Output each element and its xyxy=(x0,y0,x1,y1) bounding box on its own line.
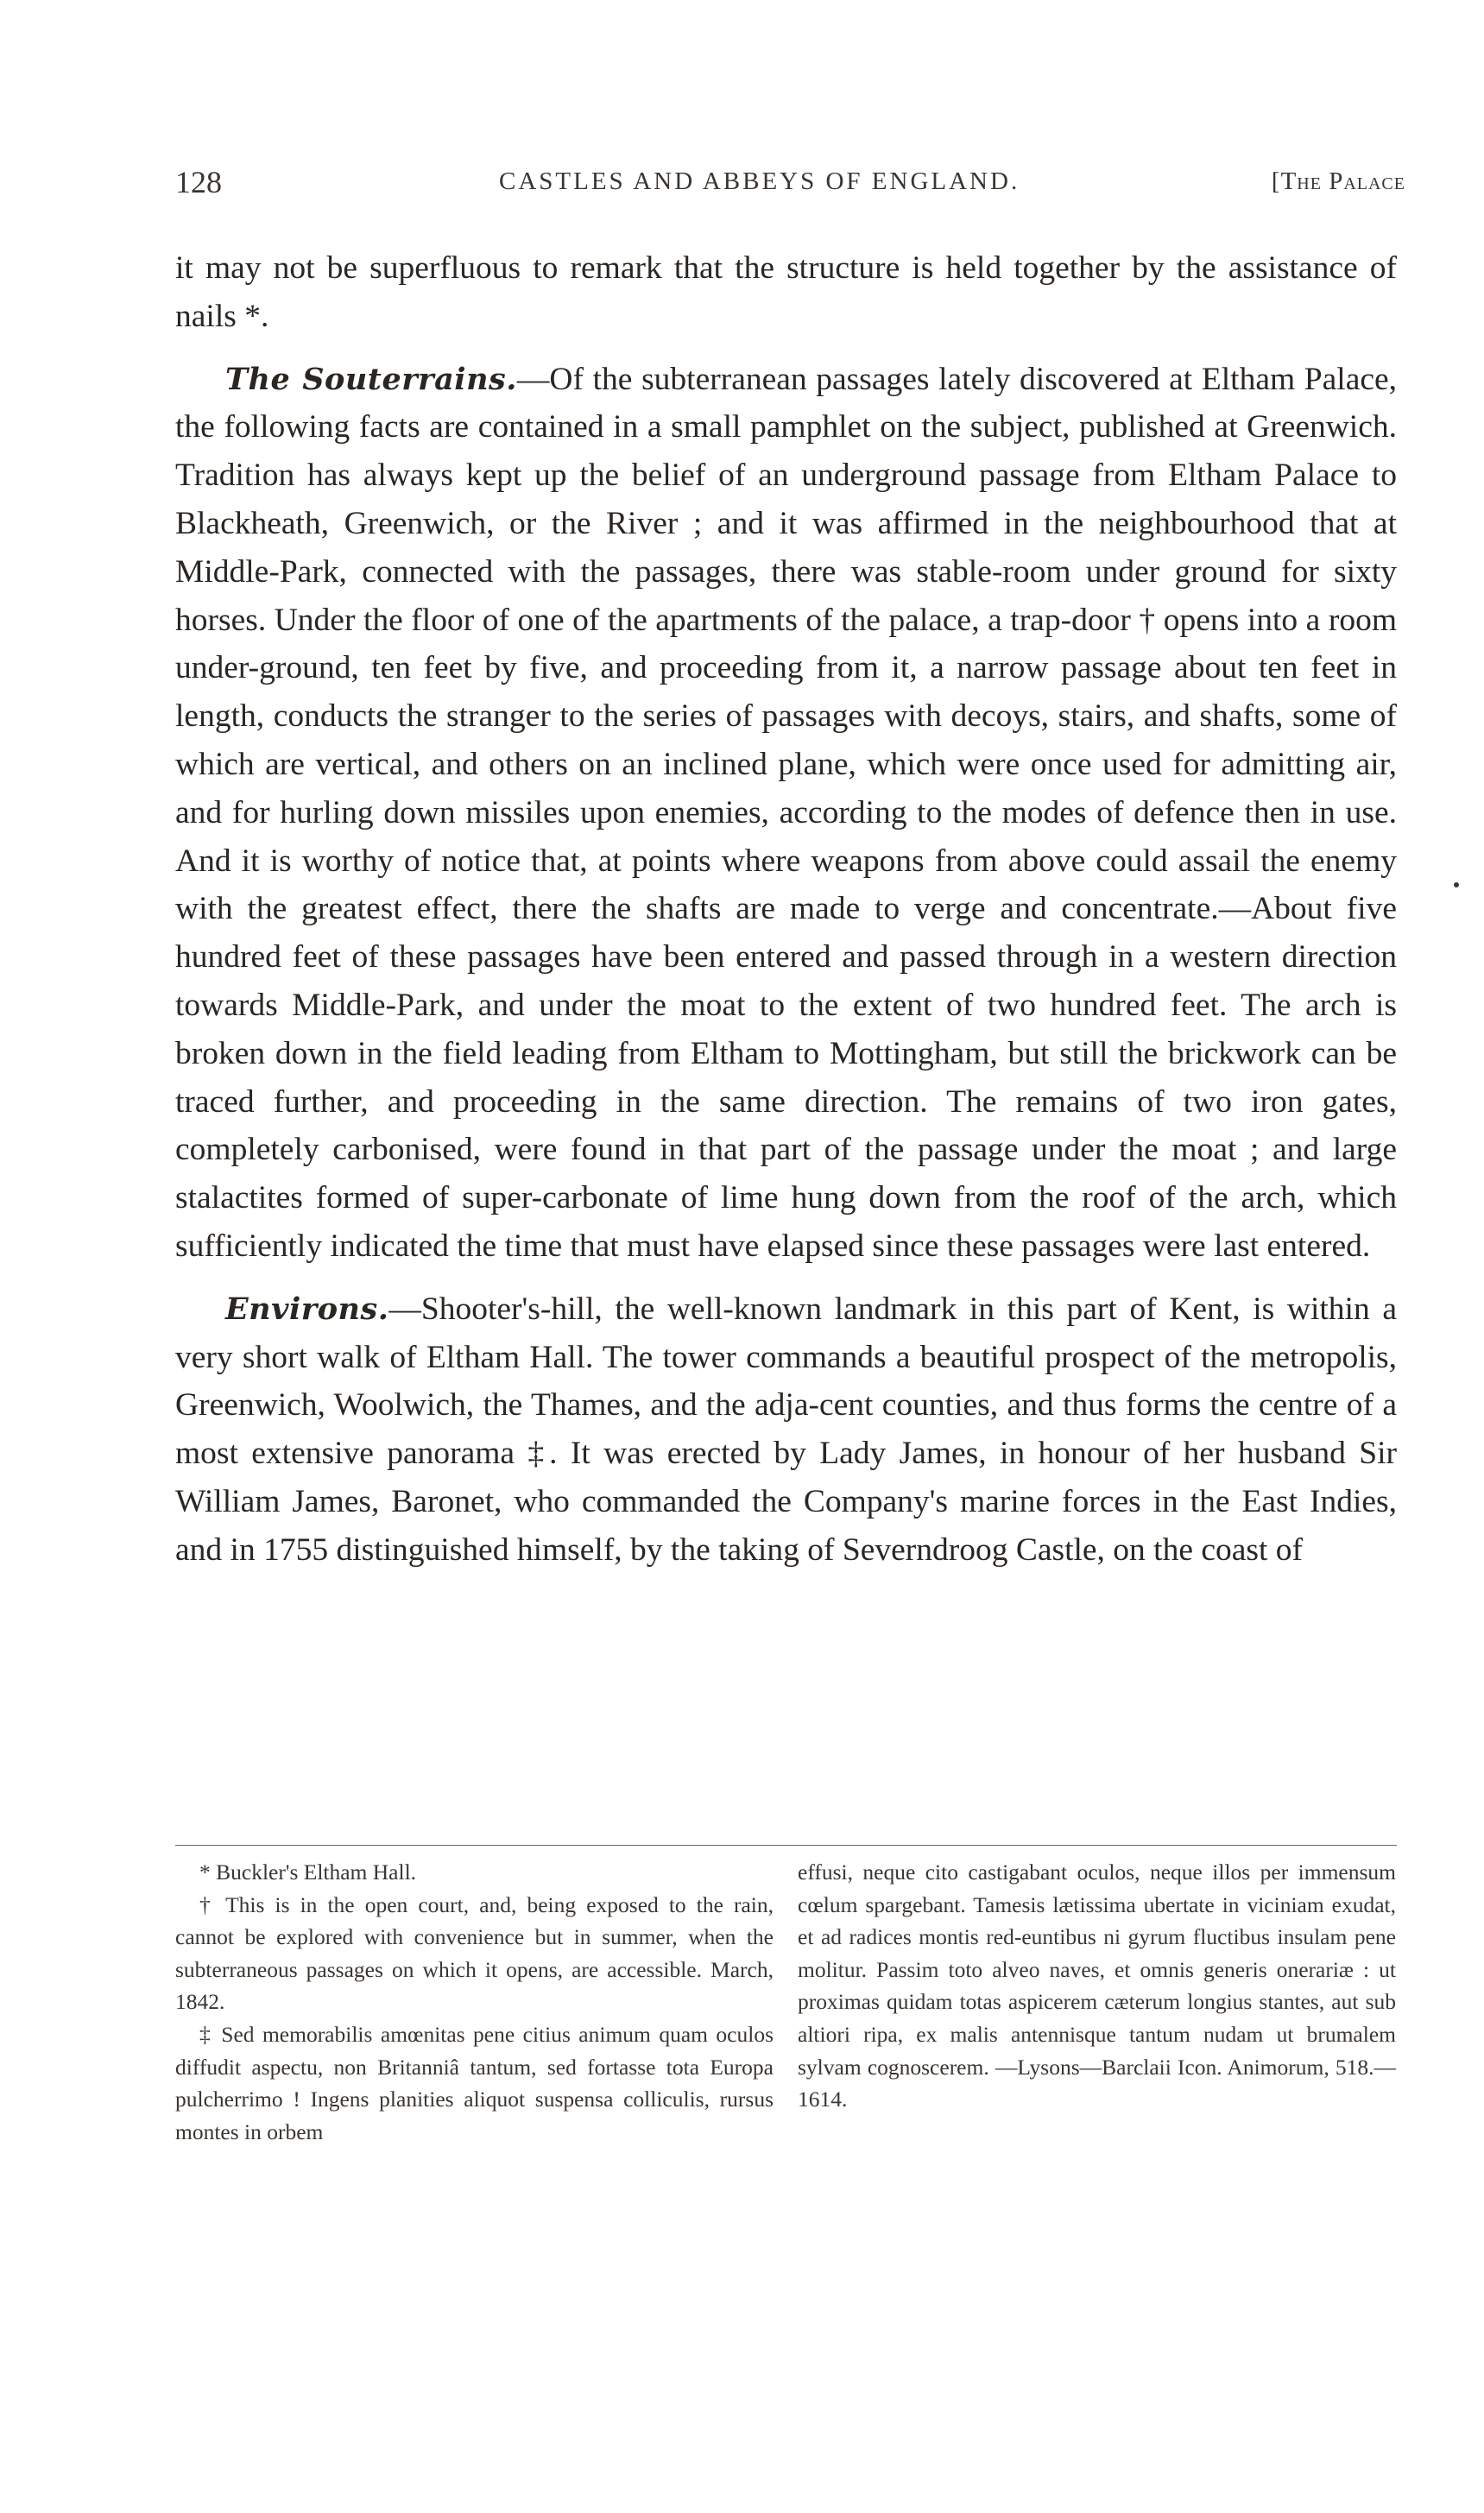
running-title: CASTLES AND ABBEYS OF ENGLAND. xyxy=(499,167,1020,195)
page-number: 128 xyxy=(175,165,222,199)
paragraph-text: it may not be superfluous to remark that the structure is held together by the assistance of nails *. xyxy=(175,250,1397,334)
footnote-divider xyxy=(175,1845,1397,1846)
section-heading-souterrains: The Souterrains. xyxy=(225,361,517,397)
footnote-star: * Buckler's Eltham Hall. xyxy=(199,1859,417,1885)
margin-speck xyxy=(1454,882,1459,887)
section-mark xyxy=(1272,167,1405,196)
footnotes-left-column xyxy=(175,1856,774,2148)
main-text xyxy=(175,244,1397,1575)
footnote-dagger: † This is in the open court, and, being exposed to the rain, cannot be explored with convenience but in summer, when the subterraneous passages on which it opens, are accessible. March, 1842. xyxy=(175,1891,774,2015)
paragraph-text: —Of the subterranean passages lately discovered at Eltham Palace, the following facts are contained in a small pamphlet on the subject, published at Greenwich. Tradition has always kept up the belief of an underground passage from Eltham Palace to Blackheath, Greenwich, or the River ; and it was affirmed in the neighbourhood that at Middle-Park, connected with the passages, there was stable-room under ground for sixty horses. Under the floor of one of the apartments of the palace, a trap-door † opens into a room under-ground, ten feet by five, and proceeding from it, a narrow passage about ten feet in length, conducts the stranger to the series of passages with decoys, stairs, and shafts, some of which are vertical, and others on an inclined plane, which were once used for admitting air, and for hurling down missiles upon enemies, according to the modes of defence then in use. And it is worthy of notice that, at points where weapons from above could assail the enemy with the greatest effect, there the shafts are made to verge and concentrate.—About five hundred feet of these passages have been entered and passed through in a western direction towards Middle-Park, and under the moat to the extent of two hundred feet. The arch is broken down in the field leading from Eltham to Mottingham, but still the brickwork can be traced further, and proceeding in the same direction. The remains of two iron gates, completely carbonised, were found in that part of the passage under the moat ; and large stalactites formed of super-carbonate of lime hung down from the roof of the arch, which sufficiently indicated the time that must have elapsed since these passages were last entered. xyxy=(175,361,1398,1264)
paragraph-text: —Shooter's-hill, the well-known landmark in this part of Kent, is within a very short walk of Eltham Hall. The tower commands a beautiful prospect of the metropolis, Greenwich, Woolwich, the Thames, and the adja-cent counties, and thus forms the centre of a most extensive panorama ‡. It was erected by Lady James, in honour of her husband Sir William James, Baronet, who commanded the Company's marine forces in the East Indies, and in 1755 distinguished himself, by the taking of Severndroog Castle, on the coast of xyxy=(175,1291,1397,1568)
paragraph-continuation xyxy=(175,244,1397,341)
running-header xyxy=(175,164,1405,207)
footnote-double-dagger-continued: effusi, neque cito castigabant oculos, neque illos per immensum cœlum spargebant. Tamesis lætissima ubertate in viciniam exudat, et ad radices montis red-euntibus ni gyrum fluctibus insulam pene molitur. Passim toto alveo naves, et omnis generis onerariæ : ut proximas quidam totas aspicerem cæterum longius stantes, aut sub altiori ripa, ex malis antennisque tantum nudam ut brumalem sylvam cognoscerem. —Lysons—Barclaii Icon. Animorum, 518.—1614. xyxy=(798,1859,1396,2112)
section-heading-environs: Environs. xyxy=(225,1291,389,1327)
paragraph-environs xyxy=(175,1285,1397,1575)
footnotes-right-column xyxy=(798,1856,1396,2116)
section-mark-text: [The Palace xyxy=(1271,167,1405,195)
footnote-double-dagger: ‡ Sed memorabilis amœnitas pene citius animum quam oculos diffudit aspectu, non Britanniâ tantum, sed fortasse tota Europa pulcherrimo ! Ingens planities aliquot suspensa colliculis, rursus montes in orbem xyxy=(175,2021,774,2144)
paragraph-souterrains xyxy=(175,356,1397,1271)
